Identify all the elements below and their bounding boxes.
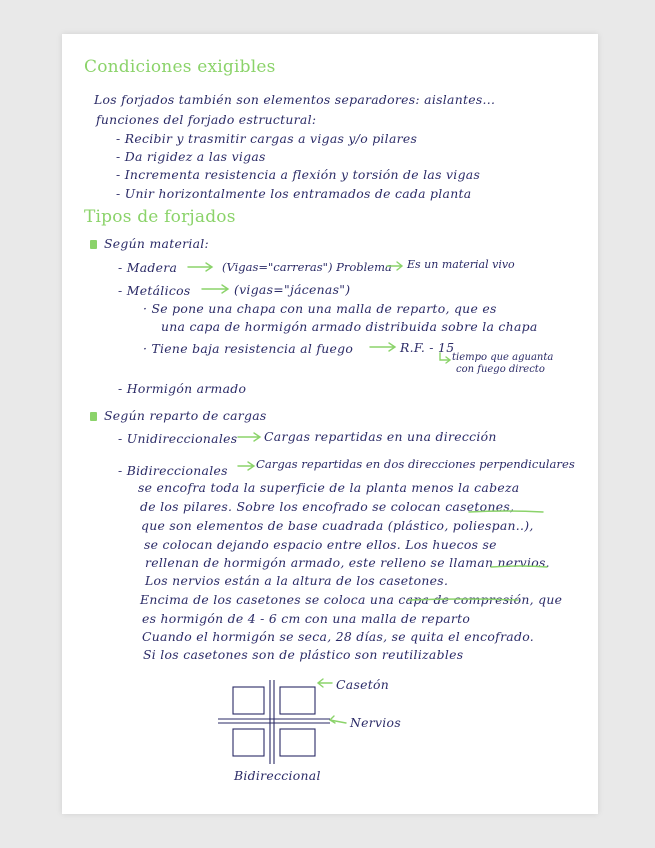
heading-condiciones: Condiciones exigibles	[84, 57, 276, 77]
section-material-title: Según material:	[104, 236, 210, 251]
text-line: rellenan de hormigón armado, este relleno se llaman nervios.	[145, 555, 550, 570]
diagram-caption: Bidireccional	[234, 768, 321, 783]
text-line: Cuando el hormigón se seca, 28 días, se quita el encofrado.	[142, 629, 534, 644]
underline-capa-compresion	[408, 599, 518, 600]
reparto-bi: - Bidireccionales	[118, 463, 228, 478]
bi-desc: Cargas repartidas en dos direcciones perpendiculares	[256, 457, 575, 471]
madera-problema: Es un material vivo	[407, 258, 515, 271]
text-line: · Tiene baja resistencia al fuego	[143, 341, 354, 356]
arrow-icon	[330, 716, 346, 723]
text-line: - Incrementa resistencia a flexión y torsión de las vigas	[116, 167, 481, 182]
arrow-icon	[440, 353, 450, 363]
note-line: tiempo que aguanta	[452, 352, 554, 363]
text-line: - Recibir y trasmitir cargas a vigas y/o pilares	[116, 131, 418, 146]
uni-desc: Cargas repartidas en una dirección	[264, 429, 497, 444]
note-line: con fuego directo	[456, 364, 545, 375]
text-line: de los pilares. Sobre los encofrado se colocan casetones,	[140, 499, 515, 514]
label-caseton: Casetón	[336, 677, 390, 692]
arrow-icon	[387, 262, 402, 270]
material-madera: - Madera	[118, 260, 178, 275]
material-metalicos: - Metálicos	[118, 283, 191, 298]
text-line: Los forjados también son elementos separadores: aislantes...	[94, 92, 496, 107]
arrow-icon	[202, 285, 228, 293]
fire-rating: R.F. - 15	[400, 340, 455, 355]
text-line: que son elementos de base cuadrada (plástico, poliespan..),	[141, 518, 534, 533]
material-hormigon: - Hormigón armado	[118, 381, 247, 396]
madera-vigas: (Vigas="carreras") Problema	[222, 260, 392, 274]
underline-casetones	[469, 511, 543, 512]
arrow-icon	[318, 679, 332, 687]
arrow-icon	[188, 263, 212, 271]
text-line: Encima de los casetones se coloca una capa de compresión, que	[140, 592, 563, 607]
metalicos-vigas: (vigas="jácenas")	[234, 282, 351, 297]
reparto-uni: - Unidireccionales	[118, 431, 238, 446]
text-line: se encofra toda la superficie de la planta menos la cabeza	[138, 480, 520, 495]
arrow-icon	[238, 462, 254, 470]
text-line: Los nervios están a la altura de los casetones.	[145, 573, 449, 588]
heading-tipos: Tipos de forjados	[84, 207, 236, 227]
label-nervios: Nervios	[350, 715, 401, 730]
arrow-icon	[238, 433, 260, 441]
arrow-icon	[370, 343, 395, 351]
underline-nervios	[491, 566, 547, 567]
text-line: funciones del forjado estructural:	[96, 112, 317, 127]
text-line: Si los casetones son de plástico son reutilizables	[143, 647, 464, 662]
text-line: una capa de hormigón armado distribuida sobre la chapa	[161, 319, 538, 334]
text-line: - Da rigidez a las vigas	[116, 149, 266, 164]
text-line: es hormigón de 4 - 6 cm con una malla de reparto	[142, 611, 471, 626]
bidireccional-grid-diagram	[218, 680, 330, 764]
text-line: - Unir horizontalmente los entramados de cada planta	[116, 186, 472, 201]
text-line: se colocan dejando espacio entre ellos. Los huecos se	[144, 537, 497, 552]
text-line: · Se pone una chapa con una malla de reparto, que es	[143, 301, 497, 316]
section-reparto-title: Según reparto de cargas	[104, 408, 267, 423]
